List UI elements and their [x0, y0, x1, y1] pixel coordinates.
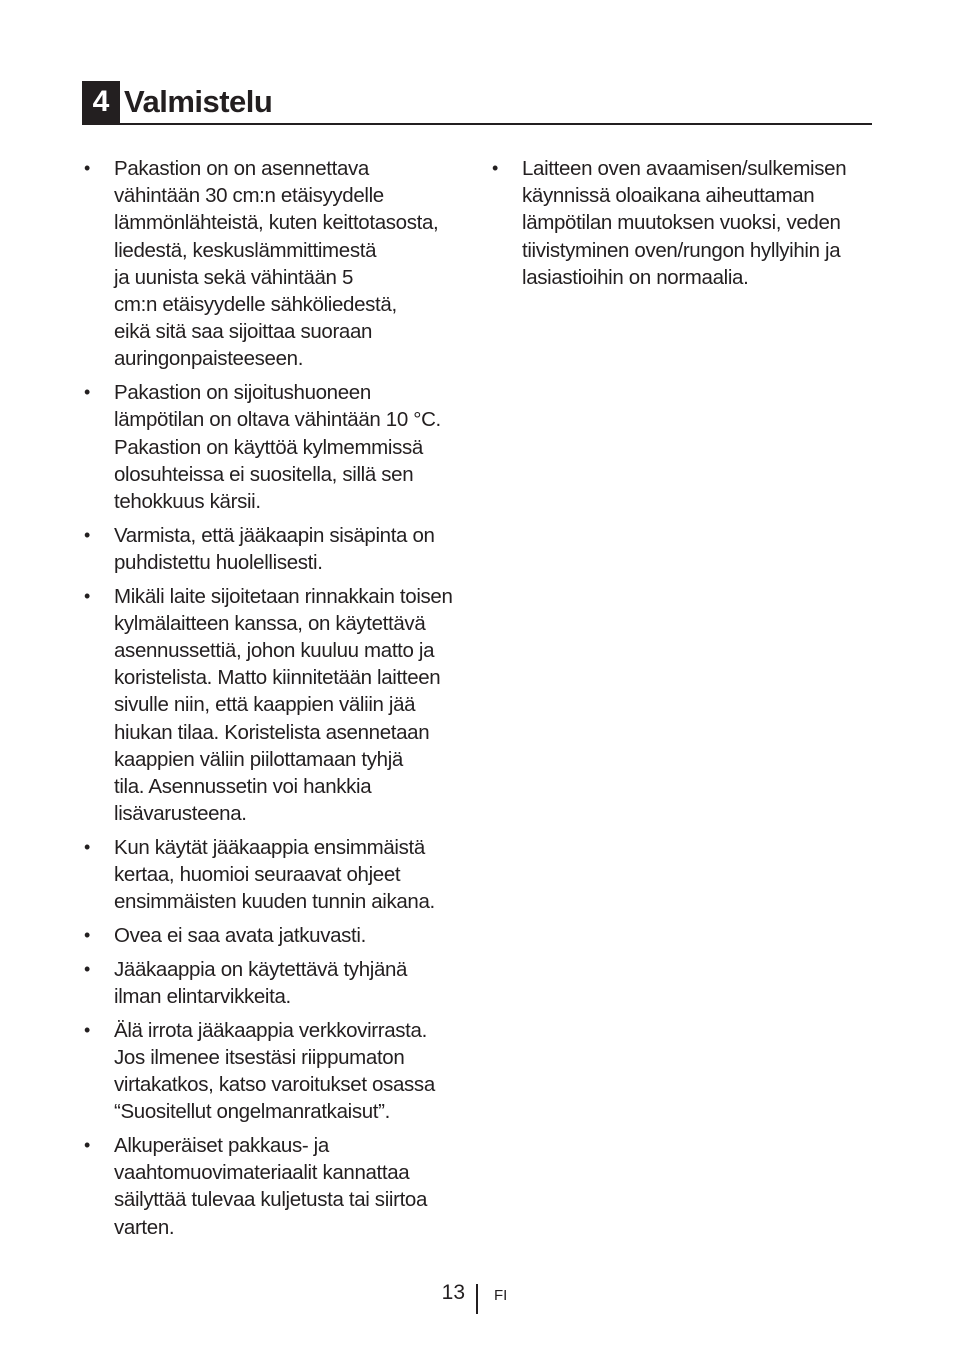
list-item-text: Mikäli laite sijoitetaan rinnakkain toisen kylmälaitteen kanssa, on käytettävä asennussettiä, johon kuuluu matto ja koristelista. Matto kiinnitetään laitteen sivulle niin, että kaappien väliin jää hiukan tilaa. Koristelista asennetaan kaappien väliin piilottamaan tyhjä tila. Asennussetin voi hankkia lisävarusteena.: [114, 584, 453, 826]
chapter-number-badge: 4: [82, 81, 120, 123]
list-item: [82, 522, 472, 576]
page-number: 13: [441, 1281, 465, 1304]
list-item-text: Varmista, että jääkaapin sisäpinta on puhdistettu huolellisesti.: [114, 523, 435, 574]
list-item-text: Pakastion on on asennettava vähintään 30 cm:n etäisyydelle lämmönlähteistä, kuten keittotasosta, liedestä, keskuslämmittimestä ja uunista sekä vähintään 5 cm:n etäisyydelle sähköliedestä, eikä sitä saa sijoittaa suoraan auringonpaisteeseen.: [114, 157, 439, 371]
footer-divider: [476, 1284, 478, 1314]
list-item-text: Älä irrota jääkaappia verkkovirrasta. Jos ilmenee itsestäsi riippumaton virtakatkos, katso varoitukset osassa “Suositellut ongelmanratkaisut”.: [114, 1018, 435, 1124]
list-item-text: Ovea ei saa avata jatkuvasti.: [114, 923, 366, 947]
bullet-icon: •: [84, 158, 90, 178]
bullet-icon: •: [84, 524, 90, 545]
list-item: [82, 379, 472, 515]
right-bullet-list: [490, 155, 870, 291]
bullet-icon: •: [84, 1019, 90, 1040]
list-item: [490, 155, 870, 291]
list-item: [82, 583, 472, 828]
list-item: [82, 1017, 472, 1126]
list-item: [82, 922, 472, 949]
bullet-icon: •: [84, 382, 90, 403]
list-item: [82, 155, 472, 373]
bullet-icon: •: [84, 585, 90, 606]
language-code: FI: [494, 1287, 508, 1304]
bullet-icon: •: [84, 836, 90, 857]
bullet-icon: •: [492, 158, 498, 178]
bullet-icon: •: [84, 1134, 90, 1155]
list-item: [82, 956, 472, 1010]
left-bullet-list: [82, 155, 472, 1241]
list-item-text: Pakastion on sijoitushuoneen lämpötilan on oltava vähintään 10 °C. Pakastion on käyttöä kylmemmissä olosuhteissa ei suositella, sillä sen tehokkuus kärsii.: [114, 381, 441, 513]
list-item-text: Alkuperäiset pakkaus- ja vaahtomuovimateriaalit kannattaa säilyttää tulevaa kuljetusta tai siirtoa varten.: [114, 1133, 428, 1239]
bullet-icon: •: [84, 924, 90, 945]
list-item-text: Kun käytät jääkaappia ensimmäistä kertaa, huomioi seuraavat ohjeet ensimmäisten kuuden tunnin aikana.: [114, 835, 435, 914]
right-column: [490, 155, 870, 298]
list-item: [82, 1132, 472, 1241]
bullet-icon: •: [84, 958, 90, 979]
list-item: [82, 834, 472, 916]
list-item-text: Laitteen oven avaamisen/sulkemisen käynnissä oloaikana aiheuttaman lämpötilan muutoksen vuoksi, veden tiivistyminen oven/rungon hyllyihin ja lasiastioihin on normaalia.: [522, 157, 847, 289]
section-heading: [82, 78, 872, 125]
list-item-text: Jääkaappia on käytettävä tyhjänä ilman elintarvikkeita.: [114, 957, 408, 1008]
page-footer: [0, 1280, 954, 1320]
chapter-title: Valmistelu: [124, 84, 273, 119]
left-column: [82, 155, 472, 1247]
